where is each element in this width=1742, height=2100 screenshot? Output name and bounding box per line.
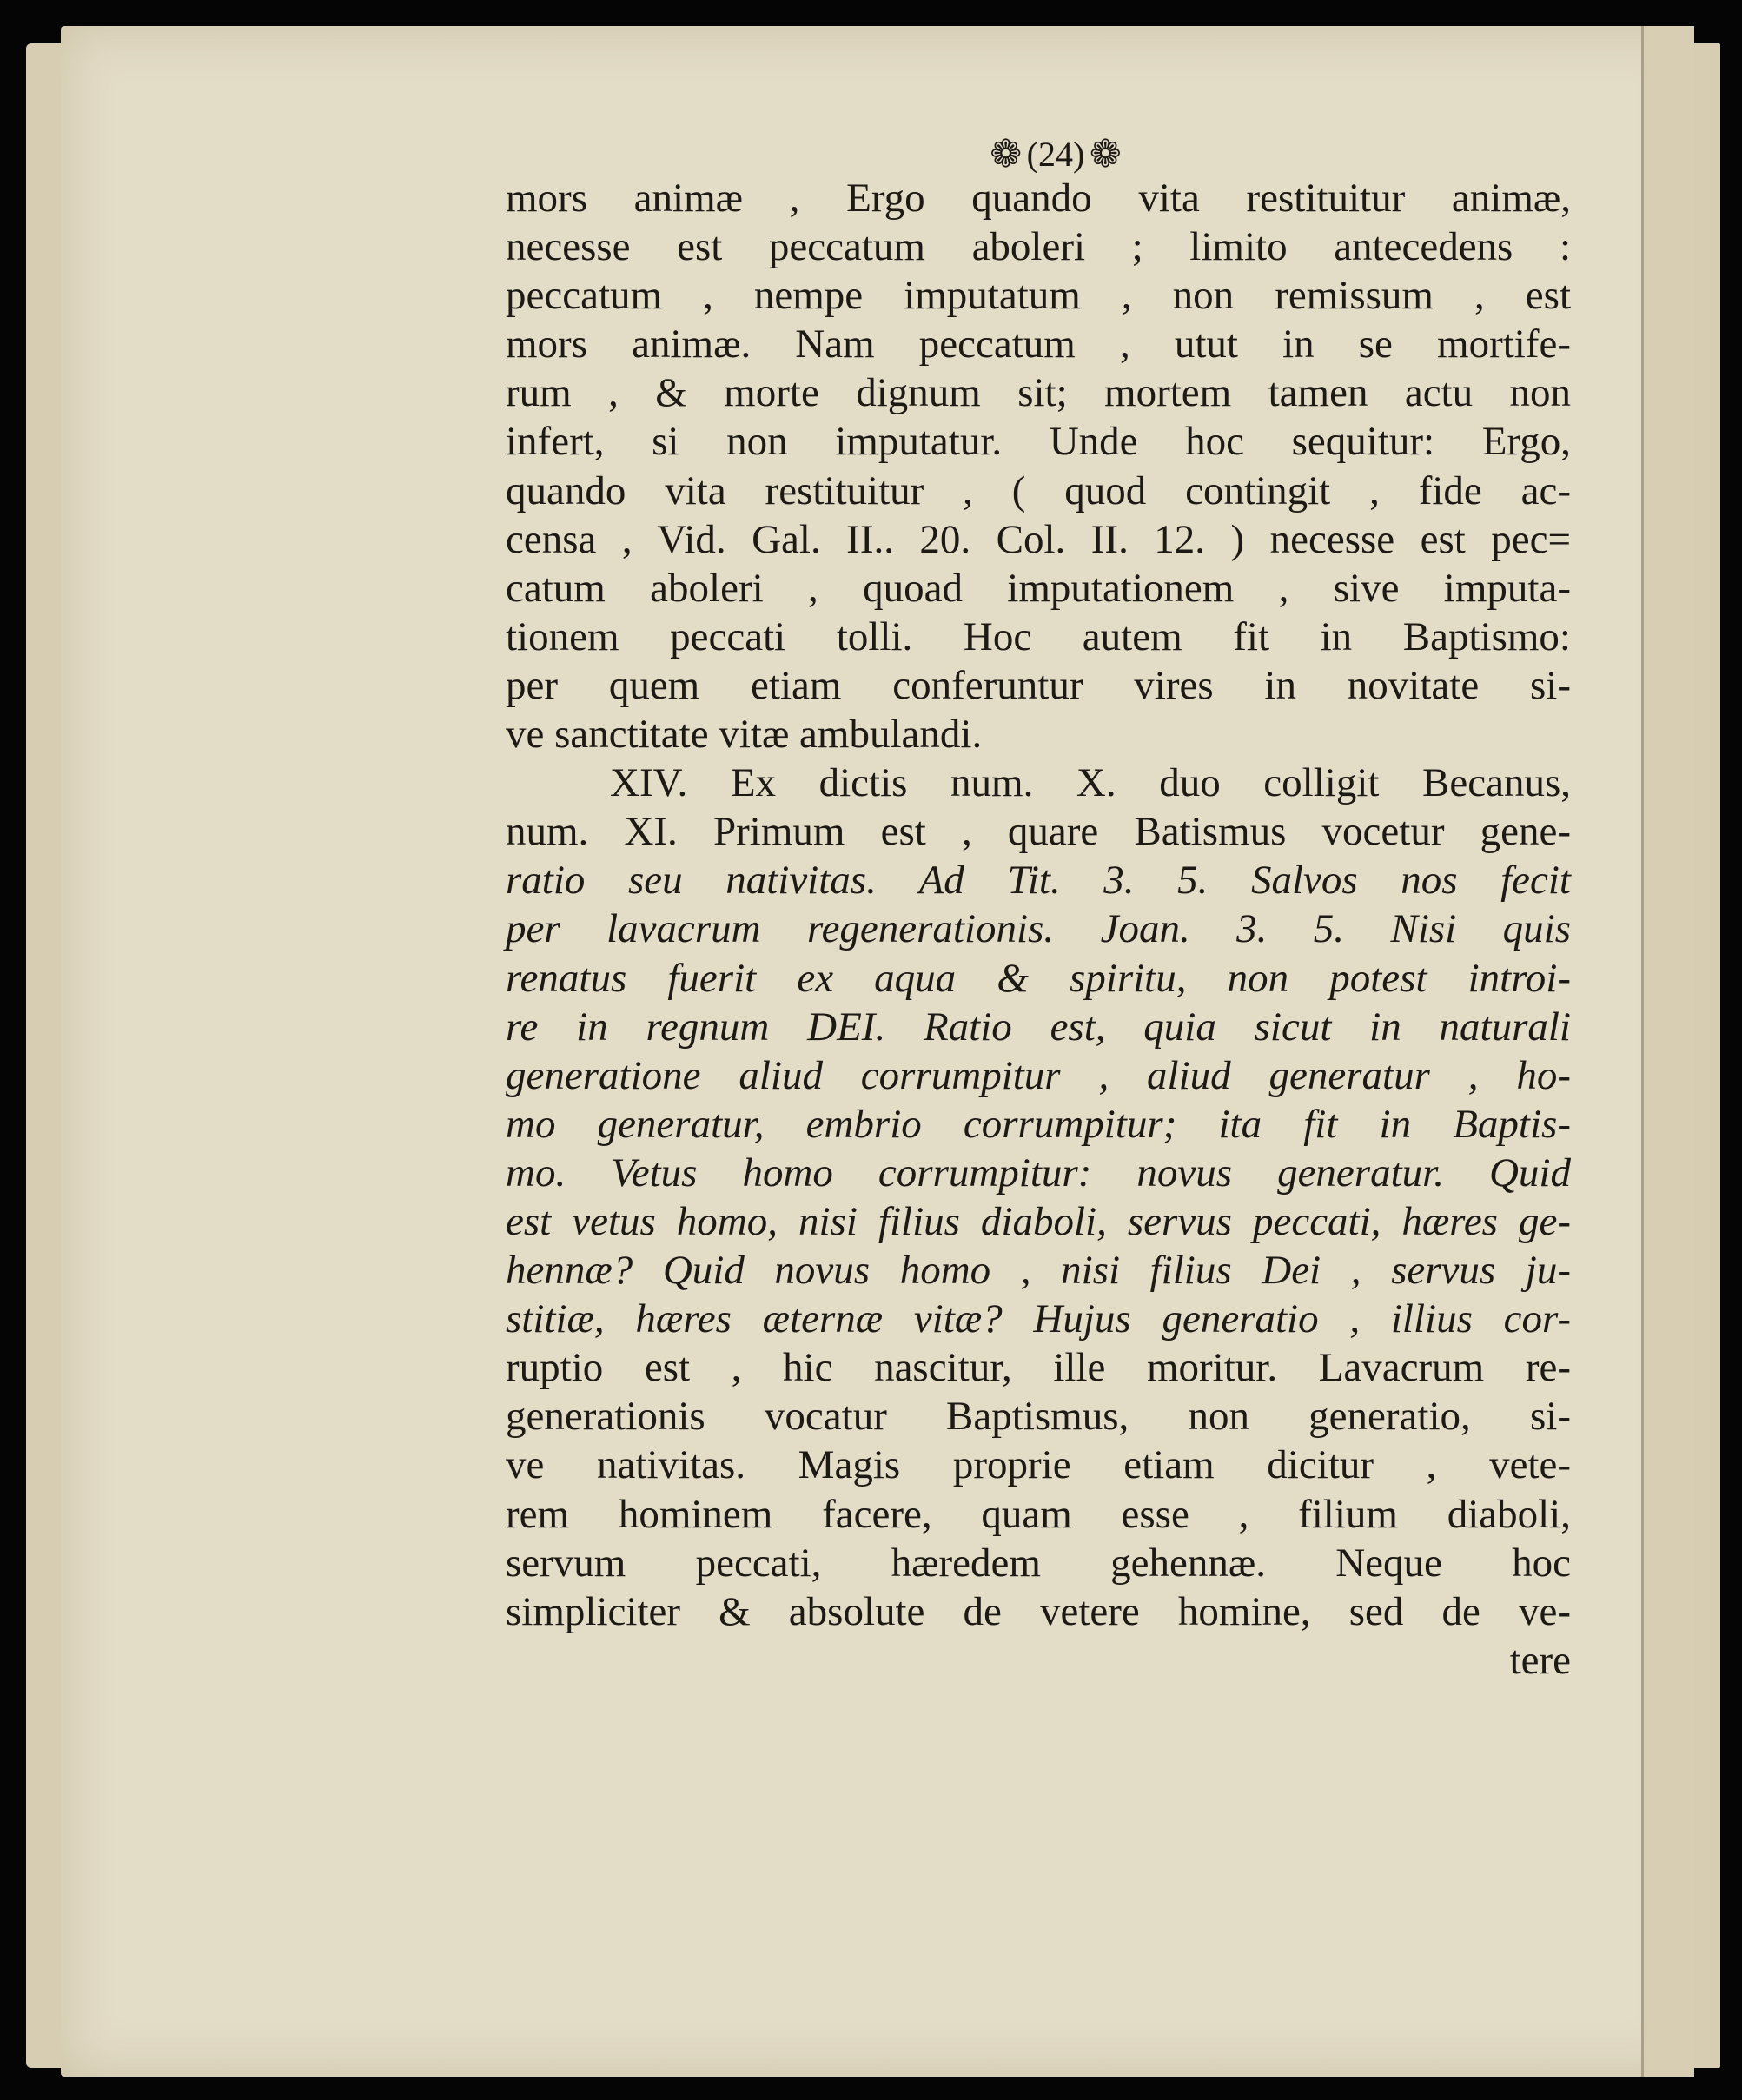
text-line: renatus fuerit ex aqua & spiritu, non potest introi- — [506, 955, 1571, 1001]
text-line: stitiæ, hæres æternæ vitæ? Hujus generatio , illius cor- — [506, 1296, 1571, 1342]
text-line: rum , & morte dignum sit; mortem tamen actu non — [506, 370, 1571, 416]
text-line: ve sanctitate vitæ ambulandi. — [506, 712, 983, 758]
page-number: (24) — [1026, 135, 1085, 174]
text-line: infert, si non imputatur. Unde hoc sequitur: Ergo, — [506, 419, 1571, 465]
text-line: mo generatur, embrio corrumpitur; ita fit in Baptis- — [506, 1101, 1571, 1147]
text-line: servum peccati, hæredem gehennæ. Neque hoc — [506, 1540, 1571, 1586]
text-line: ratio seu nativitas. Ad Tit. 3. 5. Salvos nos fecit — [506, 858, 1571, 904]
facing-page-edge — [1641, 26, 1694, 2077]
text-line: peccatum , nempe imputatum , non remissum , est — [506, 273, 1571, 319]
text-line: rem hominem facere, quam esse , filium diaboli, — [506, 1491, 1571, 1537]
text-line: num. XI. Primum est , quare Batismus vocetur gene- — [506, 809, 1571, 855]
text-line: generationis vocatur Baptismus, non generatio, si- — [506, 1394, 1571, 1440]
text-line: censa , Vid. Gal. II.. 20. Col. II. 12. ) necesse est pec= — [506, 516, 1571, 562]
text-line: mors animæ , Ergo quando vita restituitur animæ, — [506, 176, 1571, 221]
text-line: re in regnum DEI. Ratio est, quia sicut in naturali — [506, 1004, 1571, 1050]
text-line: ruptio est , hic nascitur, ille moritur. Lavacrum re- — [506, 1345, 1571, 1391]
text-line: est vetus homo, nisi filius diaboli, servus peccati, hæres ge- — [506, 1198, 1571, 1244]
text-line: tionem peccati tolli. Hoc autem fit in Baptismo: — [506, 613, 1571, 659]
text-line: mors animæ. Nam peccatum , utut in se mortife- — [506, 321, 1571, 368]
text-line: ve nativitas. Magis proprie etiam dicitur , vete- — [506, 1442, 1571, 1488]
text-line: XIV. Ex dictis num. X. duo colligit Becanus, — [610, 760, 1571, 806]
flower-ornament-icon: ❁ — [1089, 132, 1122, 176]
text-line: quando vita restituitur , ( quod contingit , fide ac- — [506, 467, 1571, 513]
text-line: generatione aliud corrumpitur , aliud generatur , ho- — [506, 1052, 1571, 1098]
text-line: mo. Vetus homo corrumpitur: novus generatur. Quid — [506, 1149, 1571, 1196]
text-line: necesse est peccatum aboleri ; limito antecedens : — [506, 224, 1571, 270]
catchword: tere — [1509, 1637, 1571, 1683]
page-header — [977, 129, 1134, 181]
text-line: catum aboleri , quoad imputationem , sive imputa- — [506, 565, 1571, 611]
text-line: per quem etiam conferuntur vires in novitate si- — [506, 662, 1571, 708]
body-text — [506, 174, 1571, 1685]
text-line: simpliciter & absolute de vetere homine, sed de ve- — [506, 1588, 1571, 1634]
flower-ornament-icon: ❁ — [990, 132, 1023, 176]
text-line: hennæ? Quid novus homo , nisi filius Dei , servus ju- — [506, 1248, 1571, 1294]
text-line: per lavacrum regenerationis. Joan. 3. 5. Nisi quis — [506, 906, 1571, 952]
